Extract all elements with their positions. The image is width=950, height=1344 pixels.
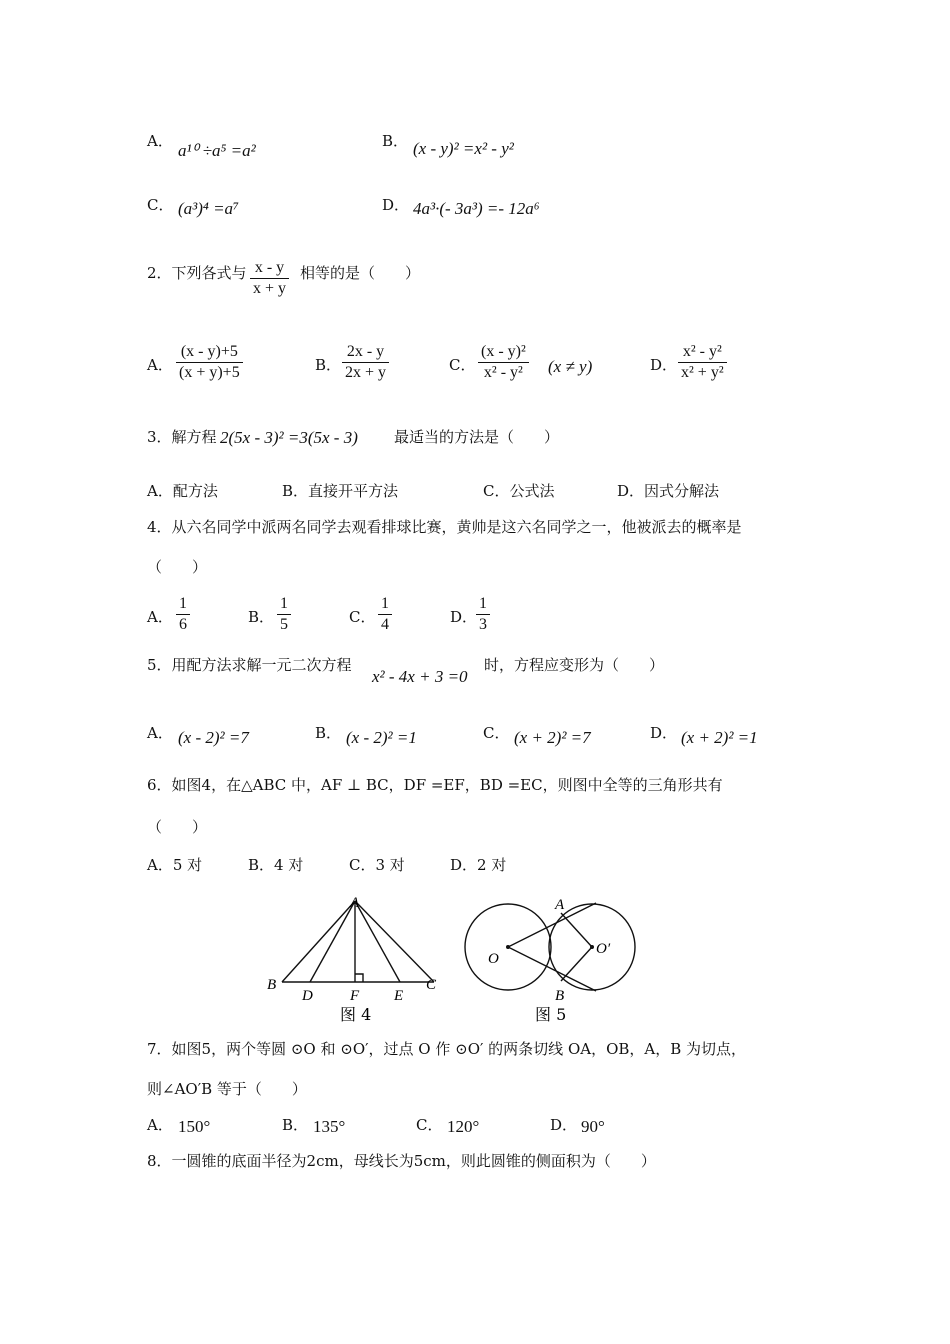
q2-option-d-denominator: x² + y²	[681, 364, 724, 381]
q1-option-a-expr: a¹⁰ ÷a⁵ =a²	[178, 141, 256, 160]
fig4-label-b: B	[267, 977, 277, 993]
q1-option-a-label: A．	[147, 132, 173, 150]
q2-option-c-numerator: (x - y)²	[481, 343, 526, 360]
q7-option-d-label: D．	[550, 1116, 578, 1134]
q4-option-a-denominator: 6	[179, 616, 187, 633]
q7-option-b-value: 135°	[313, 1117, 346, 1136]
q2-option-c-denominator: x² - y²	[483, 364, 523, 381]
q4-option-c-numerator: 1	[381, 595, 389, 612]
q7-stem-line-1: 7．如图5，两个等圆 ⊙O 和 ⊙O′，过点 O 作 ⊙O′ 的两条切线 OA，OB，A，B 为切点，	[147, 1040, 747, 1058]
q2-stem-fraction	[250, 258, 289, 299]
q1-option-d-label: D．	[382, 196, 410, 214]
q2-option-a-denominator: (x + y)+5	[179, 364, 240, 381]
q4-option-c-fraction	[378, 594, 392, 635]
figure-5-circles-diagram	[455, 890, 645, 1030]
q2-stem-post: 相等的是（ ）	[300, 264, 421, 282]
q3-option-c: C．公式法	[483, 482, 555, 500]
q4-option-a-fraction	[176, 594, 190, 635]
q5-option-d-expr: (x + 2)² =1	[681, 728, 758, 747]
q2-stem-numerator: x - y	[254, 259, 285, 276]
q5-option-b-expr: (x - 2)² =1	[346, 728, 417, 747]
q4-option-d-fraction	[476, 594, 490, 635]
fig5-center-o-point	[506, 945, 510, 949]
fig5-label-o-prime: O′	[596, 941, 611, 957]
q2-stem-pre: 2．下列各式与	[147, 264, 247, 282]
q3-equation: 2(5x - 3)² =3(5x - 3)	[220, 428, 358, 447]
fig4-caption: 图 4	[340, 1005, 372, 1024]
q2-option-a-numerator: (x - y)+5	[180, 343, 238, 360]
q7-option-b-label: B．	[282, 1116, 309, 1134]
q5-option-a-label: A．	[147, 724, 173, 742]
fig4-label-e: E	[394, 988, 404, 1004]
q3-option-d: D．因式分解法	[617, 482, 720, 500]
q3-stem-post: 最适当的方法是（ ）	[394, 428, 560, 446]
fig4-label-c: C	[426, 977, 437, 993]
q7-option-c-value: 120°	[447, 1117, 480, 1136]
q5-stem-post: 时，方程应变形为（ ）	[484, 656, 665, 674]
q4-option-c-label: C．	[349, 608, 376, 626]
figure-4-triangle-diagram	[260, 890, 450, 1030]
q2-option-d-fraction	[678, 342, 727, 383]
q4-stem: 4．从六名同学中派两名同学去观看排球比赛，黄帅是这六名同学之一，他被派去的概率是	[147, 518, 742, 536]
fig5-center-o-prime-point	[590, 945, 594, 949]
q3-option-b: B．直接开平方法	[282, 482, 399, 500]
fig5-label-o: O	[488, 951, 499, 967]
q4-paren: （ ）	[147, 558, 208, 576]
q7-option-a-label: A．	[147, 1116, 173, 1134]
q2-option-a-fraction	[176, 342, 243, 383]
q2-option-c-condition: (x ≠ y)	[548, 357, 593, 376]
q4-option-b-numerator: 1	[280, 595, 288, 612]
fig4-label-a: A	[350, 895, 360, 911]
q6-option-a: A．5 对	[147, 856, 203, 874]
q4-option-d-label: D．	[450, 608, 478, 626]
q7-option-c-label: C．	[416, 1116, 443, 1134]
fig4-label-d: D	[302, 988, 313, 1004]
q2-option-b-label: B．	[315, 356, 342, 374]
q6-option-b: B．4 对	[248, 856, 304, 874]
q7-stem-line-2: 则∠AO′B 等于（ ）	[147, 1080, 307, 1098]
q5-option-b-label: B．	[315, 724, 342, 742]
q5-equation: x² - 4x + 3 =0	[372, 667, 468, 686]
q4-option-c-denominator: 4	[381, 616, 389, 633]
q5-option-d-label: D．	[650, 724, 678, 742]
q7-option-a-value: 150°	[178, 1117, 211, 1136]
q4-option-a-label: A．	[147, 608, 173, 626]
q5-option-c-label: C．	[483, 724, 510, 742]
fig5-caption: 图 5	[535, 1005, 567, 1024]
q2-option-b-fraction	[342, 342, 389, 383]
q4-option-b-denominator: 5	[280, 616, 288, 633]
q2-option-c-fraction	[478, 342, 529, 383]
q5-option-a-expr: (x - 2)² =7	[178, 728, 249, 747]
q1-option-c-expr: (a³)⁴ =a⁷	[178, 199, 239, 218]
q5-option-c-expr: (x + 2)² =7	[514, 728, 591, 747]
q6-paren: （ ）	[147, 818, 208, 836]
q2-option-d-numerator: x² - y²	[682, 343, 722, 360]
fig5-label-b: B	[555, 988, 565, 1004]
q6-option-c: C．3 对	[349, 856, 405, 874]
q1-option-b-expr: (x - y)² =x² - y²	[413, 139, 514, 158]
q2-option-b-denominator: 2x + y	[345, 364, 387, 381]
q2-option-b-numerator: 2x - y	[346, 343, 385, 360]
q4-option-b-label: B．	[248, 608, 275, 626]
q4-option-d-denominator: 3	[479, 616, 487, 633]
fig4-label-f: F	[350, 988, 360, 1004]
q4-option-a-numerator: 1	[179, 595, 187, 612]
fig5-label-a: A	[555, 897, 565, 913]
q3-stem-pre: 3．解方程	[147, 428, 217, 446]
q2-option-d-label: D．	[650, 356, 678, 374]
q2-stem-denominator: x + y	[253, 280, 287, 297]
q5-stem-pre: 5．用配方法求解一元二次方程	[147, 656, 352, 674]
q6-stem: 6．如图4，在△ABC 中，AF ⊥ BC，DF =EF，BD =EC，则图中全等的三角形共有	[147, 776, 723, 794]
q6-option-d: D．2 对	[450, 856, 507, 874]
q7-option-d-value: 90°	[581, 1117, 605, 1136]
q2-option-a-label: A．	[147, 356, 173, 374]
q3-option-a: A．配方法	[147, 482, 218, 500]
q8-stem: 8．一圆锥的底面半径为2cm，母线长为5cm，则此圆锥的侧面积为（ ）	[147, 1152, 656, 1170]
q1-option-c-label: C．	[147, 196, 174, 214]
q4-option-d-numerator: 1	[479, 595, 487, 612]
q1-option-b-label: B．	[382, 132, 409, 150]
q4-option-b-fraction	[277, 594, 291, 635]
q1-option-d-expr: 4a³·(- 3a³) =- 12a⁶	[413, 199, 540, 218]
q2-option-c-label: C．	[449, 356, 476, 374]
